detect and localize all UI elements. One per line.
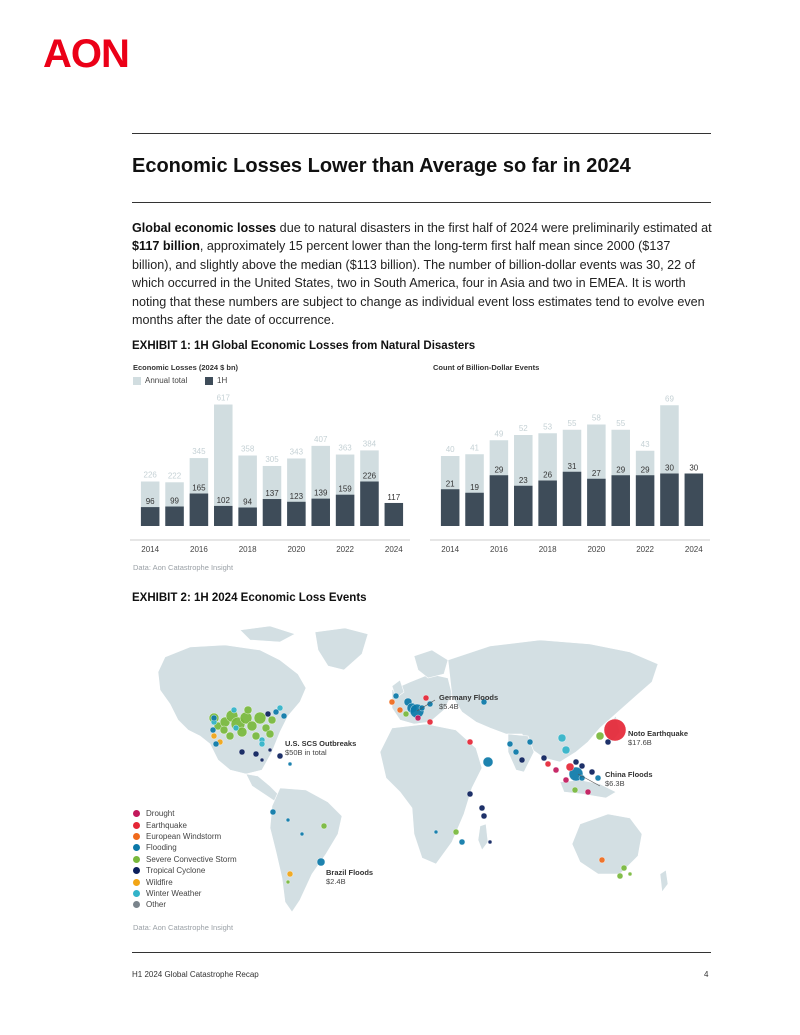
bar-1h-2022: [336, 495, 355, 526]
label-annual-2019: 305: [265, 454, 279, 464]
legend-dot: [133, 867, 140, 874]
x-tick-2022: 2022: [336, 545, 354, 554]
callout-value: $50B in total: [285, 748, 327, 757]
footer-page-number: 4: [704, 970, 709, 979]
x-tick-2016: 2016: [190, 545, 208, 554]
label-1h-2022: 29: [640, 465, 650, 475]
legend-label: Flooding: [146, 843, 177, 853]
event-marker: [415, 715, 421, 721]
event-marker: [527, 739, 533, 745]
label-1h-2023: 226: [362, 471, 377, 481]
event-marker: [513, 749, 519, 755]
legend-label: Drought: [146, 809, 175, 819]
x-tick-2020: 2020: [287, 545, 306, 554]
callout-title: U.S. SCS Outbreaks: [285, 739, 357, 748]
legend-dot: [133, 810, 140, 817]
bar-1h-2016: [490, 475, 509, 526]
legend-label: Tropical Cyclone: [146, 866, 206, 876]
event-marker: [287, 871, 293, 877]
event-marker: [239, 749, 245, 755]
chart1-legend-annual: [133, 376, 187, 385]
legend-row-other: [133, 899, 237, 910]
label-annual-2016: 345: [192, 447, 206, 457]
legend-dot: [133, 890, 140, 897]
bar-1h-2014: [441, 489, 460, 526]
aon-logo: AON: [43, 32, 129, 76]
event-marker: [259, 741, 265, 747]
bar-1h-2022: [636, 475, 655, 526]
label-1h-2024: 30: [689, 463, 699, 473]
bar-1h-2015: [465, 493, 484, 526]
event-marker: [621, 865, 627, 871]
callout-value: $17.6B: [628, 738, 652, 747]
event-marker: [268, 716, 276, 724]
event-marker: [481, 813, 487, 819]
legend-row-flooding: [133, 842, 237, 853]
event-marker: [563, 777, 569, 783]
label-1h-2017: 102: [216, 495, 230, 505]
intro-part1: due to natural disasters in the first half of 2024 were preliminarily estimated at: [276, 221, 712, 235]
event-marker: [210, 727, 216, 733]
legend-label-annual: Annual total: [145, 376, 188, 385]
bar-1h-2015: [165, 507, 184, 526]
label-1h-2015: 99: [170, 496, 179, 506]
event-marker: [397, 707, 403, 713]
event-marker: [519, 757, 525, 763]
bar-1h-2023: [360, 482, 379, 526]
event-marker: [579, 763, 585, 769]
label-1h-2023: 30: [665, 463, 674, 473]
legend-label-1h: 1H: [217, 376, 228, 385]
label-annual-2017: 52: [518, 424, 528, 433]
x-tick-2018: 2018: [238, 545, 257, 554]
label-1h-2014: 96: [145, 497, 155, 507]
event-marker: [288, 762, 292, 766]
event-marker: [300, 832, 304, 836]
event-marker: [467, 739, 473, 745]
bar-1h-2017: [214, 506, 233, 526]
label-annual-2014: 226: [143, 470, 157, 480]
label-annual-2016: 49: [494, 429, 504, 439]
event-marker: [253, 751, 259, 757]
bar-1h-2018: [538, 481, 557, 527]
event-marker: [545, 761, 551, 767]
event-marker: [277, 753, 283, 759]
event-marker: [260, 758, 264, 762]
event-marker: [254, 712, 266, 724]
event-marker: [231, 707, 237, 713]
x-tick-2022: 2022: [636, 545, 654, 554]
map-legend: [133, 808, 237, 911]
event-marker: [427, 719, 433, 725]
chart1-title: Economic Losses (2024 $ bn): [133, 363, 239, 372]
legend-dot: [133, 844, 140, 851]
legend-swatch-1h: [205, 377, 213, 385]
event-marker: [273, 709, 279, 715]
event-marker: [233, 725, 239, 731]
legend-label: Wildfire: [146, 877, 173, 887]
bar-1h-2017: [514, 486, 533, 526]
legend-row-severe-convective-storm: [133, 854, 237, 865]
exhibit1-title: EXHIBIT 1: 1H Global Economic Losses from Natural Disasters: [132, 340, 476, 352]
event-marker: [566, 763, 574, 771]
event-marker: [467, 791, 473, 797]
callout-value: $2.4B: [326, 877, 346, 886]
bar-1h-2021: [311, 499, 330, 526]
bar-1h-2023: [660, 474, 679, 527]
event-marker: [265, 711, 271, 717]
intro-lead: Global economic losses: [132, 221, 277, 235]
event-marker: [604, 719, 626, 741]
event-marker: [317, 858, 325, 866]
exhibit2-title: EXHIBIT 2: 1H 2024 Economic Loss Events: [132, 592, 367, 604]
event-marker: [281, 713, 287, 719]
exhibit1-source: Data: Aon Catastrophe Insight: [133, 563, 234, 572]
event-marker: [247, 721, 257, 731]
event-marker: [403, 711, 409, 717]
bar-1h-2018: [238, 507, 257, 526]
footer-divider: [132, 952, 711, 953]
event-marker: [321, 823, 327, 829]
callout-title: Germany Floods: [439, 693, 499, 702]
legend-row-drought: [133, 808, 237, 819]
callout-noto-earthquake: [628, 729, 688, 747]
event-marker: [507, 741, 513, 747]
legend-row-tropical-cyclone: [133, 865, 237, 876]
event-marker: [595, 775, 601, 781]
bar-1h-2021: [611, 475, 630, 526]
bar-1h-2020: [287, 502, 306, 526]
label-1h-2017: 23: [518, 475, 528, 485]
callout-china-floods: [605, 770, 653, 788]
label-1h-2021: 139: [314, 488, 328, 498]
losses-bar-chart: [130, 388, 410, 560]
top-divider: [132, 133, 711, 134]
event-marker: [562, 746, 570, 754]
label-annual-2022: 363: [338, 443, 352, 453]
event-marker: [266, 730, 274, 738]
event-marker: [553, 767, 559, 773]
intro-paragraph: [132, 219, 712, 329]
label-1h-2018: 94: [243, 497, 253, 507]
event-marker: [573, 759, 579, 765]
legend-row-european-windstorm: [133, 831, 237, 842]
label-annual-2018: 358: [240, 444, 255, 454]
event-marker: [479, 805, 485, 811]
label-1h-2016: 29: [494, 465, 504, 475]
event-marker: [270, 809, 276, 815]
event-marker: [459, 839, 465, 845]
legend-label: Winter Weather: [146, 888, 202, 898]
event-marker: [211, 715, 217, 721]
legend-row-wildfire: [133, 876, 237, 887]
label-1h-2019: 137: [265, 489, 279, 499]
event-marker: [393, 693, 399, 699]
x-tick-2024: 2024: [684, 545, 703, 554]
event-marker: [453, 829, 459, 835]
exhibit2-source: Data: Aon Catastrophe Insight: [133, 923, 234, 932]
label-1h-2022: 159: [338, 484, 352, 494]
label-annual-2018: 53: [543, 422, 553, 432]
label-annual-2020: 343: [289, 447, 304, 457]
event-marker: [434, 830, 438, 834]
label-annual-2015: 222: [167, 471, 182, 481]
label-annual-2021: 407: [314, 434, 328, 444]
legend-label: Other: [146, 900, 167, 910]
legend-dot: [133, 856, 140, 863]
event-marker: [220, 726, 228, 734]
label-1h-2018: 26: [543, 470, 553, 480]
label-annual-2023: 69: [665, 394, 674, 404]
label-1h-2024: 117: [387, 492, 401, 502]
event-marker: [488, 840, 492, 844]
label-1h-2020: 27: [591, 468, 601, 478]
label-1h-2014: 21: [445, 479, 455, 489]
legend-label: Earthquake: [146, 820, 187, 830]
chart2-title: Count of Billion-Dollar Events: [433, 363, 540, 372]
label-1h-2021: 29: [616, 465, 626, 475]
label-1h-2015: 19: [470, 482, 479, 492]
event-marker: [596, 732, 604, 740]
bar-1h-2019: [563, 472, 582, 526]
x-tick-2024: 2024: [384, 545, 403, 554]
legend-dot: [133, 833, 140, 840]
event-marker: [572, 787, 578, 793]
bar-1h-2020: [587, 479, 606, 526]
callout-value: $6.3B: [605, 779, 625, 788]
event-marker: [244, 706, 252, 714]
x-tick-2014: 2014: [141, 545, 160, 554]
bar-1h-2024: [685, 474, 704, 527]
bar-1h-2014: [141, 507, 160, 526]
label-1h-2019: 31: [567, 461, 577, 471]
event-marker: [483, 757, 493, 767]
legend-dot: [133, 901, 140, 908]
intro-amount: $117 billion: [132, 239, 200, 254]
legend-label: European Windstorm: [146, 831, 222, 841]
callout-title: Noto Earthquake: [628, 729, 689, 738]
label-annual-2021: 55: [616, 418, 626, 428]
intro-part2: , approximately 15 percent lower than the long-term first half mean since 2000 ($137 billion), and slightly above the median ($113 billion). The number of billion-dollar events was 30, 22 of which occurred in the United States, two in South America, four in Asia and two in EMEA. It is worth noting that these numbers are subject to change as individual event loss estimates tend to evolve even months after the date of occurrence.: [132, 239, 705, 328]
event-count-bar-chart: [430, 388, 710, 560]
callout-brazil-floods: [326, 868, 373, 886]
bar-1h-2019: [263, 499, 282, 526]
callout-value: $5.4B: [439, 702, 459, 711]
x-tick-2020: 2020: [587, 545, 606, 554]
event-marker: [585, 789, 591, 795]
x-tick-2018: 2018: [538, 545, 557, 554]
label-annual-2014: 40: [445, 445, 455, 454]
title-divider: [132, 202, 711, 203]
x-tick-2016: 2016: [490, 545, 508, 554]
footer-report-name: H1 2024 Global Catastrophe Recap: [132, 970, 259, 979]
x-tick-2014: 2014: [441, 545, 460, 554]
label-annual-2022: 43: [640, 439, 650, 449]
legend-row-earthquake: [133, 819, 237, 830]
callout-germany-floods: [439, 693, 498, 711]
callout-us-scs: [285, 739, 356, 757]
event-marker: [286, 880, 290, 884]
callout-title: Brazil Floods: [326, 868, 374, 877]
event-marker: [558, 734, 566, 742]
event-marker: [599, 857, 605, 863]
label-annual-2020: 58: [591, 413, 601, 423]
label-1h-2020: 123: [289, 491, 304, 501]
page-title: Economic Losses Lower than Average so far in 2024: [132, 155, 631, 177]
event-marker: [252, 732, 260, 740]
event-marker: [628, 872, 632, 876]
label-annual-2023: 384: [362, 439, 377, 449]
bar-1h-2016: [190, 494, 209, 526]
legend-swatch-annual: [133, 377, 141, 385]
event-marker: [389, 699, 395, 705]
label-annual-2015: 41: [470, 443, 479, 453]
label-annual-2017: 617: [216, 393, 230, 403]
legend-row-winter-weather: [133, 888, 237, 899]
legend-label: Severe Convective Storm: [146, 854, 237, 864]
event-marker: [589, 769, 595, 775]
event-marker: [226, 732, 234, 740]
event-marker: [617, 873, 623, 879]
event-marker: [286, 818, 290, 822]
event-marker: [211, 733, 217, 739]
legend-dot: [133, 822, 140, 829]
label-annual-2019: 55: [567, 418, 577, 428]
event-marker: [423, 695, 429, 701]
event-marker: [213, 741, 219, 747]
chart1-legend-1h: [205, 376, 227, 385]
event-marker: [541, 755, 547, 761]
callout-title: China Floods: [605, 770, 653, 779]
event-marker: [268, 748, 272, 752]
legend-dot: [133, 879, 140, 886]
bar-1h-2024: [385, 503, 404, 526]
label-1h-2016: 165: [192, 483, 206, 493]
